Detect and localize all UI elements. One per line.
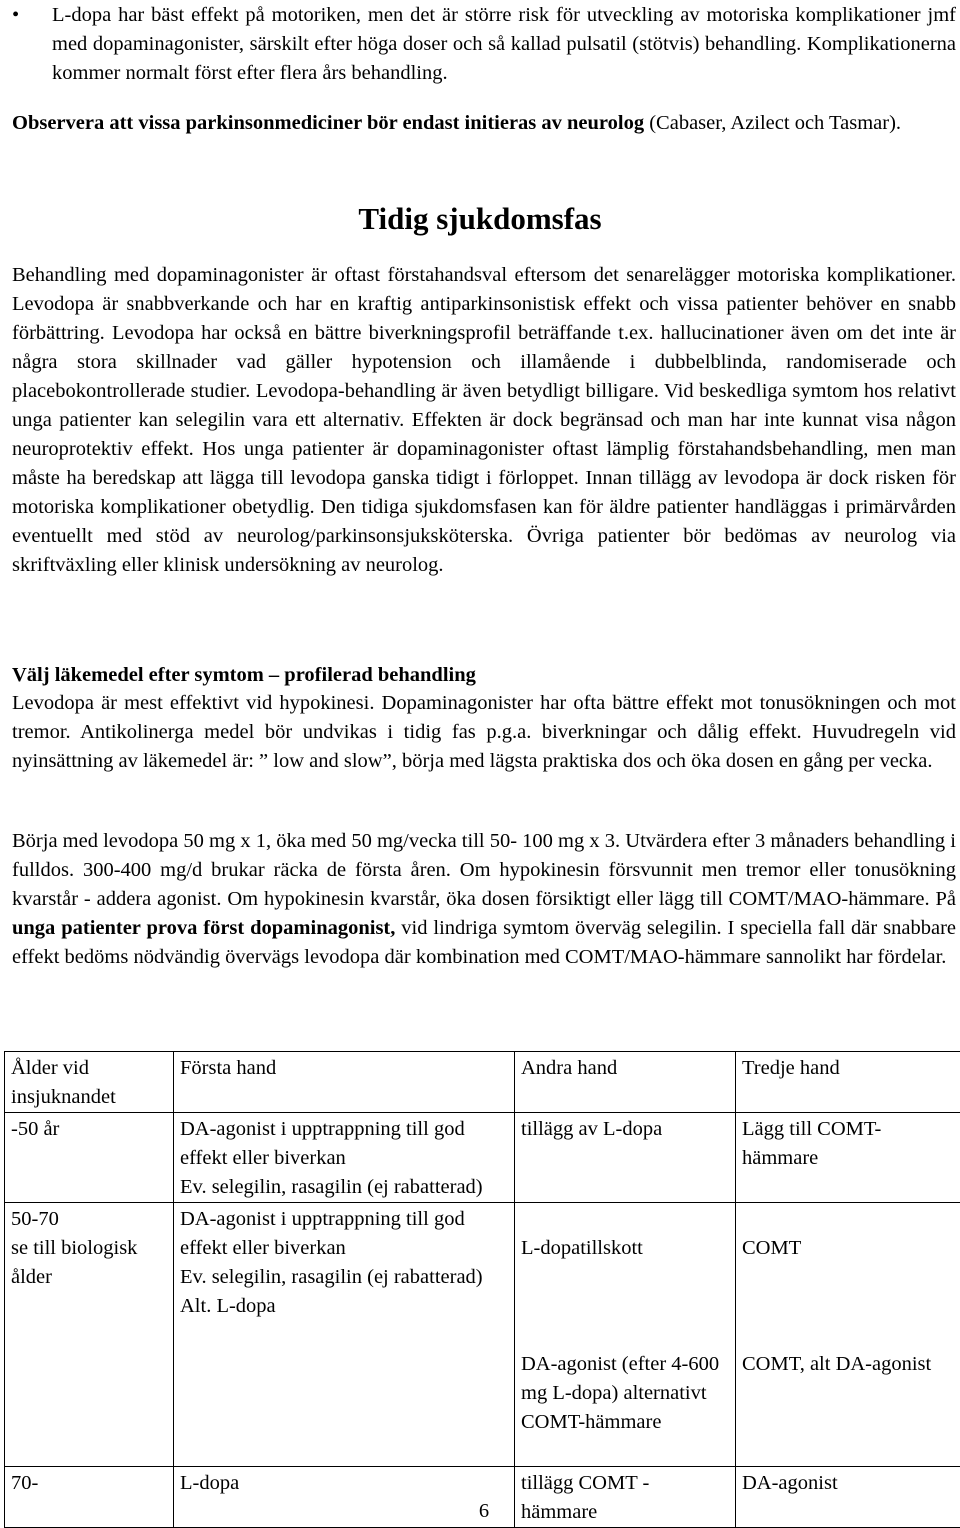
cell-age: -50 år — [5, 1113, 174, 1203]
header-cell-age: Ålder vid insjuknandet — [5, 1052, 174, 1113]
cell-first: L-dopa — [174, 1467, 515, 1528]
cell-second: tillägg av L-dopa — [515, 1113, 736, 1203]
cell-third: DA-agonist — [736, 1467, 960, 1528]
paragraph-early-phase: Behandling med dopaminagonister är oftast förstahandsval eftersom det senarelägger motoriska komplikationer. Levodopa är snabbverkande och har en kraftig antiparkinsonistisk effekt och vissa patienter behöver en snabb förbättring. Levodopa har också en bättre biverkningsprofil beträffande t.ex. hallucinationer även om det inte är några stora skillnader vad gäller hypotension och illamående i dubbelblinda, randomiserade och placebokontrollerade studier. Levodopa-behandling är även betydligt billigare. Vid beskedliga symtom hos relativt unga patienter kan selegilin vara ett alternativ. Effekten är dock begränsad och man har inte kunnat visa någon neuroprotektiv effekt. Hos unga patienter är dopaminagonister oftast lämplig förstahandsbehandling, men man måste ha beredskap att lägga till levodopa ganska tidigt i förloppet. Innan tillägg av levodopa är dock risken för motoriska komplikationer obetydlig. Den tidiga sjukdomsfasen kan för äldre patienter handläggas i primärvården eventuellt med stöd av neurolog/parkinsonsjuksköterska. Övriga patienter bör bedömas av neurolog via skriftväxling eller klinisk undersökning av neurolog. — [12, 261, 956, 580]
paragraph-dosing-part2: vid lindriga symtom överväg selegilin. I speciella fall där snabbare effekt bedöms nödvändig övervägs levodopa där kombination med COMT/MAO-hämmare sannolikt har fördelar. — [12, 917, 956, 968]
cell-third-line-a: COMT — [742, 1234, 956, 1263]
cell-age: 70- — [5, 1467, 174, 1528]
paragraph-dosing — [12, 827, 956, 972]
cell-second — [515, 1203, 736, 1467]
section-heading: Tidig sjukdomsfas — [0, 198, 960, 240]
table-row — [5, 1203, 960, 1467]
bullet-text: L-dopa har bäst effekt på motoriken, men det är större risk för utveckling av motoriska komplikationer jmf med dopaminagonister, särskilt efter höga doser och så kallad pulsatil (stötvis) behandling. Komplikationerna kommer normalt först efter flera års behandling. — [52, 1, 956, 88]
paragraph-dosing-bold: unga patienter prova först dopaminagonist, — [12, 917, 395, 939]
header-cell-second: Andra hand — [515, 1052, 736, 1113]
header-cell-third: Tredje hand — [736, 1052, 960, 1113]
treatment-table — [4, 1051, 960, 1528]
neurolog-note — [12, 109, 956, 138]
cell-age: 50-70 se till biologisk ålder — [5, 1203, 174, 1467]
cell-first: DA-agonist i upptrappning till god effekt eller biverkan Ev. selegilin, rasagilin (ej rabatterad) Alt. L-dopa — [174, 1203, 515, 1467]
cell-second-line-a: L-dopatillskott — [521, 1234, 729, 1263]
cell-third: Lägg till COMT-hämmare — [736, 1113, 960, 1203]
cell-second-line-b: DA-agonist (efter 4-600 mg L-dopa) alternativt COMT-hämmare — [521, 1350, 729, 1437]
table-row — [5, 1113, 960, 1203]
paragraph-dosing-part1: Börja med levodopa 50 mg x 1, öka med 50 mg/vecka till 50- 100 mg x 3. Utvärdera efter 3 månaders behandling i fulldos. 300-400 mg/d brukar räcka de första åren. Om hypokinesin försvunnit men tremor eller tonusökning kvarstår - addera agonist. Om hypokinesin kvarstår, öka dosen försiktigt eller lägg till COMT/MAO-hämmare. På — [12, 830, 956, 910]
bullet-symbol: • — [12, 1, 52, 30]
cell-third — [736, 1203, 960, 1467]
cell-first: DA-agonist i upptrappning till god effekt eller biverkan Ev. selegilin, rasagilin (ej rabatterad) — [174, 1113, 515, 1203]
paragraph-symptom-choice: Levodopa är mest effektivt vid hypokinesi. Dopaminagonister har ofta bättre effekt mot tonusökningen och mot tremor. Antikolinerga medel bör undvikas i tidig fas p.g.a. biverkningar och dålig effekt. Huvudregeln vid nyinsättning av läkemedel är: ” low and slow”, börja med lägsta praktiska dos och öka dosen en gång per vecka. — [12, 689, 956, 776]
page-number: 6 — [0, 1497, 960, 1526]
header-cell-first: Första hand — [174, 1052, 515, 1113]
cell-second: tillägg COMT - hämmare — [515, 1467, 736, 1528]
cell-third-line-b: COMT, alt DA-agonist — [742, 1350, 956, 1379]
neurolog-note-bold: Observera att vissa parkinsonmediciner bör endast initieras av neurolog — [12, 112, 644, 134]
subsection-title: Välj läkemedel efter symtom – profilerad behandling — [12, 661, 956, 690]
neurolog-note-rest: (Cabaser, Azilect och Tasmar). — [644, 112, 901, 134]
table-header-row — [5, 1052, 960, 1113]
bullet-item — [12, 1, 956, 88]
